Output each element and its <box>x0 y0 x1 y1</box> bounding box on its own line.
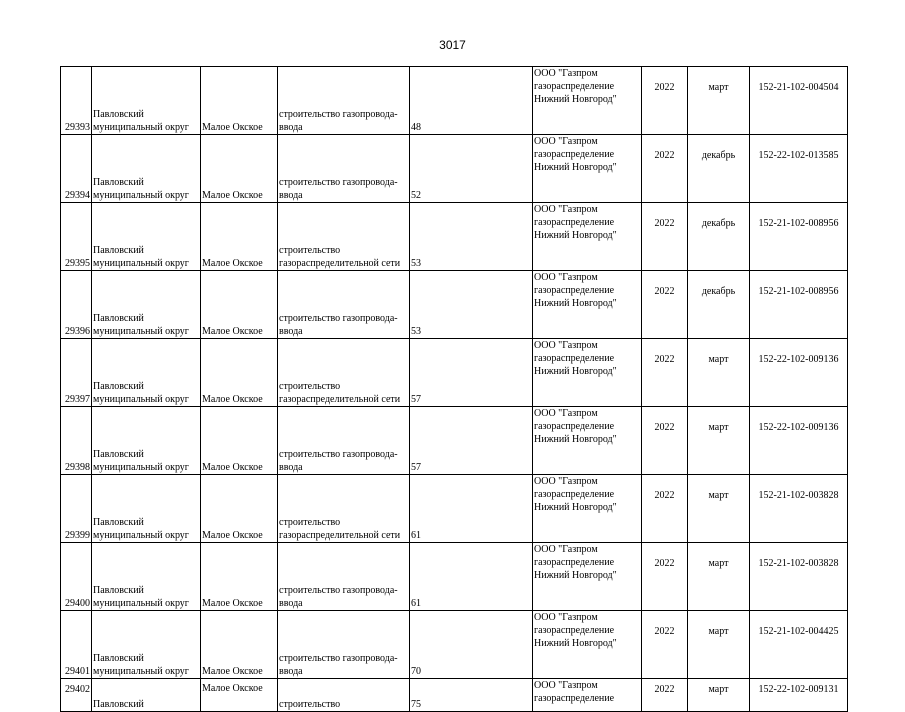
length-text: 75 <box>411 699 421 710</box>
length-cell <box>410 135 533 203</box>
table-row <box>61 543 848 611</box>
district-cell <box>92 543 201 611</box>
code-cell <box>750 407 848 475</box>
row-number-text: 29401 <box>65 666 90 677</box>
code-cell <box>750 339 848 407</box>
district-cell <box>92 679 201 712</box>
work-type-cell <box>278 679 410 712</box>
organization-text: ООО "Газпром газораспределение Нижний Новгород" <box>534 408 617 445</box>
length-cell <box>410 271 533 339</box>
length-text: 57 <box>411 394 421 405</box>
table-row <box>61 611 848 679</box>
settlement-cell <box>201 339 278 407</box>
row-number-cell <box>61 339 92 407</box>
year-cell <box>642 543 688 611</box>
work-type-cell <box>278 543 410 611</box>
settlement-cell <box>201 679 278 712</box>
length-text: 57 <box>411 462 421 473</box>
table-row <box>61 67 848 135</box>
table-row <box>61 475 848 543</box>
year-text: 2022 <box>654 286 675 297</box>
work-type-cell <box>278 475 410 543</box>
code-text: 152-22-102-013585 <box>758 150 839 161</box>
work-type-text: строительство газопровода- ввода <box>279 653 398 677</box>
row-number-text: 29396 <box>65 326 90 337</box>
work-type-cell <box>278 339 410 407</box>
month-cell <box>688 611 750 679</box>
district-text: Павловский муниципальный округ <box>93 449 189 473</box>
organization-cell <box>533 203 642 271</box>
code-text: 152-21-102-003828 <box>758 490 839 501</box>
month-text: декабрь <box>701 218 736 229</box>
organization-text: ООО "Газпром газораспределение Нижний Новгород" <box>534 544 617 581</box>
year-cell <box>642 67 688 135</box>
row-number-text: 29395 <box>65 258 90 269</box>
code-text: 152-21-102-008956 <box>758 286 839 297</box>
district-text: Павловский муниципальный округ <box>93 313 189 337</box>
work-type-text: строительство газопровода- ввода <box>279 177 398 201</box>
month-text: март <box>708 558 729 569</box>
length-text: 48 <box>411 122 421 133</box>
table-row <box>61 339 848 407</box>
year-text: 2022 <box>654 422 675 433</box>
year-cell <box>642 475 688 543</box>
work-type-text: строительство <box>279 699 341 710</box>
settlement-cell <box>201 543 278 611</box>
work-type-text: строительство газопровода- ввода <box>279 585 398 609</box>
settlement-text: Малое Окское <box>202 666 263 677</box>
settlement-text: Малое Окское <box>202 530 263 541</box>
work-type-text: строительство газопровода- ввода <box>279 109 398 133</box>
row-number-text: 29402 <box>65 684 90 695</box>
year-cell <box>642 611 688 679</box>
year-text: 2022 <box>654 626 675 637</box>
row-number-cell <box>61 475 92 543</box>
code-text: 152-22-102-009136 <box>758 354 839 365</box>
district-cell <box>92 611 201 679</box>
row-number-text: 29393 <box>65 122 90 133</box>
table-row <box>61 679 848 712</box>
organization-text: ООО "Газпром газораспределение Нижний Новгород" <box>534 476 617 513</box>
district-cell <box>92 475 201 543</box>
month-text: декабрь <box>701 286 736 297</box>
year-text: 2022 <box>654 82 675 93</box>
code-text: 152-21-102-004425 <box>758 626 839 637</box>
code-cell <box>750 203 848 271</box>
row-number-cell <box>61 611 92 679</box>
settlement-text: Малое Окское <box>202 394 263 405</box>
code-text: 152-22-102-009136 <box>758 422 839 433</box>
work-type-cell <box>278 407 410 475</box>
table-row <box>61 407 848 475</box>
gas-works-table <box>60 66 848 712</box>
district-text: Павловский муниципальный округ <box>93 245 189 269</box>
year-cell <box>642 679 688 712</box>
year-text: 2022 <box>654 490 675 501</box>
settlement-cell <box>201 67 278 135</box>
code-cell <box>750 475 848 543</box>
settlement-cell <box>201 135 278 203</box>
settlement-cell <box>201 407 278 475</box>
length-text: 53 <box>411 258 421 269</box>
row-number-cell <box>61 271 92 339</box>
year-cell <box>642 339 688 407</box>
work-type-text: строительство газораспределительной сети <box>279 517 401 541</box>
district-text: Павловский муниципальный округ <box>93 109 189 133</box>
work-type-cell <box>278 271 410 339</box>
month-cell <box>688 67 750 135</box>
row-number-cell <box>61 135 92 203</box>
year-text: 2022 <box>654 150 675 161</box>
work-type-text: строительство газораспределительной сети <box>279 381 401 405</box>
year-cell <box>642 271 688 339</box>
month-text: декабрь <box>701 150 736 161</box>
code-text: 152-21-102-008956 <box>758 218 839 229</box>
row-number-text: 29399 <box>65 530 90 541</box>
district-text: Павловский муниципальный округ <box>93 517 189 541</box>
work-type-cell <box>278 135 410 203</box>
organization-cell <box>533 679 642 712</box>
month-cell <box>688 203 750 271</box>
month-text: март <box>708 626 729 637</box>
month-text: март <box>708 422 729 433</box>
length-cell <box>410 679 533 712</box>
settlement-text: Малое Окское <box>202 462 263 473</box>
settlement-text: Малое Окское <box>202 598 263 609</box>
district-text: Павловский муниципальный округ <box>93 585 189 609</box>
district-cell <box>92 407 201 475</box>
code-cell <box>750 611 848 679</box>
month-cell <box>688 407 750 475</box>
length-cell <box>410 611 533 679</box>
settlement-text: Малое Окское <box>202 326 263 337</box>
organization-cell <box>533 611 642 679</box>
settlement-cell <box>201 475 278 543</box>
length-cell <box>410 407 533 475</box>
organization-text: ООО "Газпром газораспределение <box>534 680 615 704</box>
month-cell <box>688 271 750 339</box>
length-text: 61 <box>411 530 421 541</box>
month-cell <box>688 339 750 407</box>
settlement-cell <box>201 203 278 271</box>
work-type-cell <box>278 203 410 271</box>
work-type-cell <box>278 67 410 135</box>
year-cell <box>642 407 688 475</box>
length-text: 52 <box>411 190 421 201</box>
row-number-cell <box>61 407 92 475</box>
year-text: 2022 <box>654 558 675 569</box>
code-cell <box>750 67 848 135</box>
page-number: 3017 <box>439 38 466 52</box>
organization-text: ООО "Газпром газораспределение Нижний Новгород" <box>534 340 617 377</box>
code-text: 152-22-102-009131 <box>758 684 839 695</box>
year-cell <box>642 135 688 203</box>
row-number-cell <box>61 543 92 611</box>
work-type-text: строительство газораспределительной сети <box>279 245 401 269</box>
code-text: 152-21-102-004504 <box>758 82 839 93</box>
length-text: 61 <box>411 598 421 609</box>
length-text: 53 <box>411 326 421 337</box>
month-text: март <box>708 490 729 501</box>
settlement-text: Малое Окское <box>202 190 263 201</box>
organization-cell <box>533 543 642 611</box>
length-text: 70 <box>411 666 421 677</box>
organization-cell <box>533 407 642 475</box>
district-text: Павловский муниципальный округ <box>93 653 189 677</box>
row-number-cell <box>61 679 92 712</box>
row-number-cell <box>61 67 92 135</box>
settlement-text: Малое Окское <box>202 683 263 694</box>
month-text: март <box>708 684 729 695</box>
district-cell <box>92 203 201 271</box>
district-cell <box>92 339 201 407</box>
work-type-text: строительство газопровода- ввода <box>279 313 398 337</box>
table-row <box>61 271 848 339</box>
organization-cell <box>533 67 642 135</box>
code-cell <box>750 679 848 712</box>
district-text: Павловский муниципальный округ <box>93 381 189 405</box>
organization-text: ООО "Газпром газораспределение Нижний Новгород" <box>534 136 617 173</box>
month-cell <box>688 679 750 712</box>
code-cell <box>750 543 848 611</box>
district-cell <box>92 271 201 339</box>
organization-cell <box>533 475 642 543</box>
row-number-text: 29400 <box>65 598 90 609</box>
organization-cell <box>533 271 642 339</box>
settlement-text: Малое Окское <box>202 122 263 133</box>
year-text: 2022 <box>654 354 675 365</box>
month-text: март <box>708 354 729 365</box>
district-cell <box>92 135 201 203</box>
table-body <box>61 67 848 712</box>
work-type-cell <box>278 611 410 679</box>
district-text: Павловский <box>93 699 144 710</box>
row-number-text: 29398 <box>65 462 90 473</box>
organization-cell <box>533 135 642 203</box>
row-number-text: 29394 <box>65 190 90 201</box>
code-text: 152-21-102-003828 <box>758 558 839 569</box>
organization-text: ООО "Газпром газораспределение Нижний Новгород" <box>534 272 617 309</box>
district-cell <box>92 67 201 135</box>
code-cell <box>750 135 848 203</box>
organization-text: ООО "Газпром газораспределение Нижний Новгород" <box>534 612 617 649</box>
month-cell <box>688 543 750 611</box>
month-text: март <box>708 82 729 93</box>
code-cell <box>750 271 848 339</box>
settlement-cell <box>201 271 278 339</box>
district-text: Павловский муниципальный округ <box>93 177 189 201</box>
organization-text: ООО "Газпром газораспределение Нижний Новгород" <box>534 68 617 105</box>
row-number-text: 29397 <box>65 394 90 405</box>
table-row <box>61 135 848 203</box>
table-row <box>61 203 848 271</box>
organization-text: ООО "Газпром газораспределение Нижний Новгород" <box>534 204 617 241</box>
length-cell <box>410 543 533 611</box>
organization-cell <box>533 339 642 407</box>
settlement-cell <box>201 611 278 679</box>
settlement-text: Малое Окское <box>202 258 263 269</box>
year-cell <box>642 203 688 271</box>
work-type-text: строительство газопровода- ввода <box>279 449 398 473</box>
year-text: 2022 <box>654 684 675 695</box>
length-cell <box>410 475 533 543</box>
length-cell <box>410 339 533 407</box>
year-text: 2022 <box>654 218 675 229</box>
month-cell <box>688 475 750 543</box>
row-number-cell <box>61 203 92 271</box>
month-cell <box>688 135 750 203</box>
length-cell <box>410 203 533 271</box>
length-cell <box>410 67 533 135</box>
